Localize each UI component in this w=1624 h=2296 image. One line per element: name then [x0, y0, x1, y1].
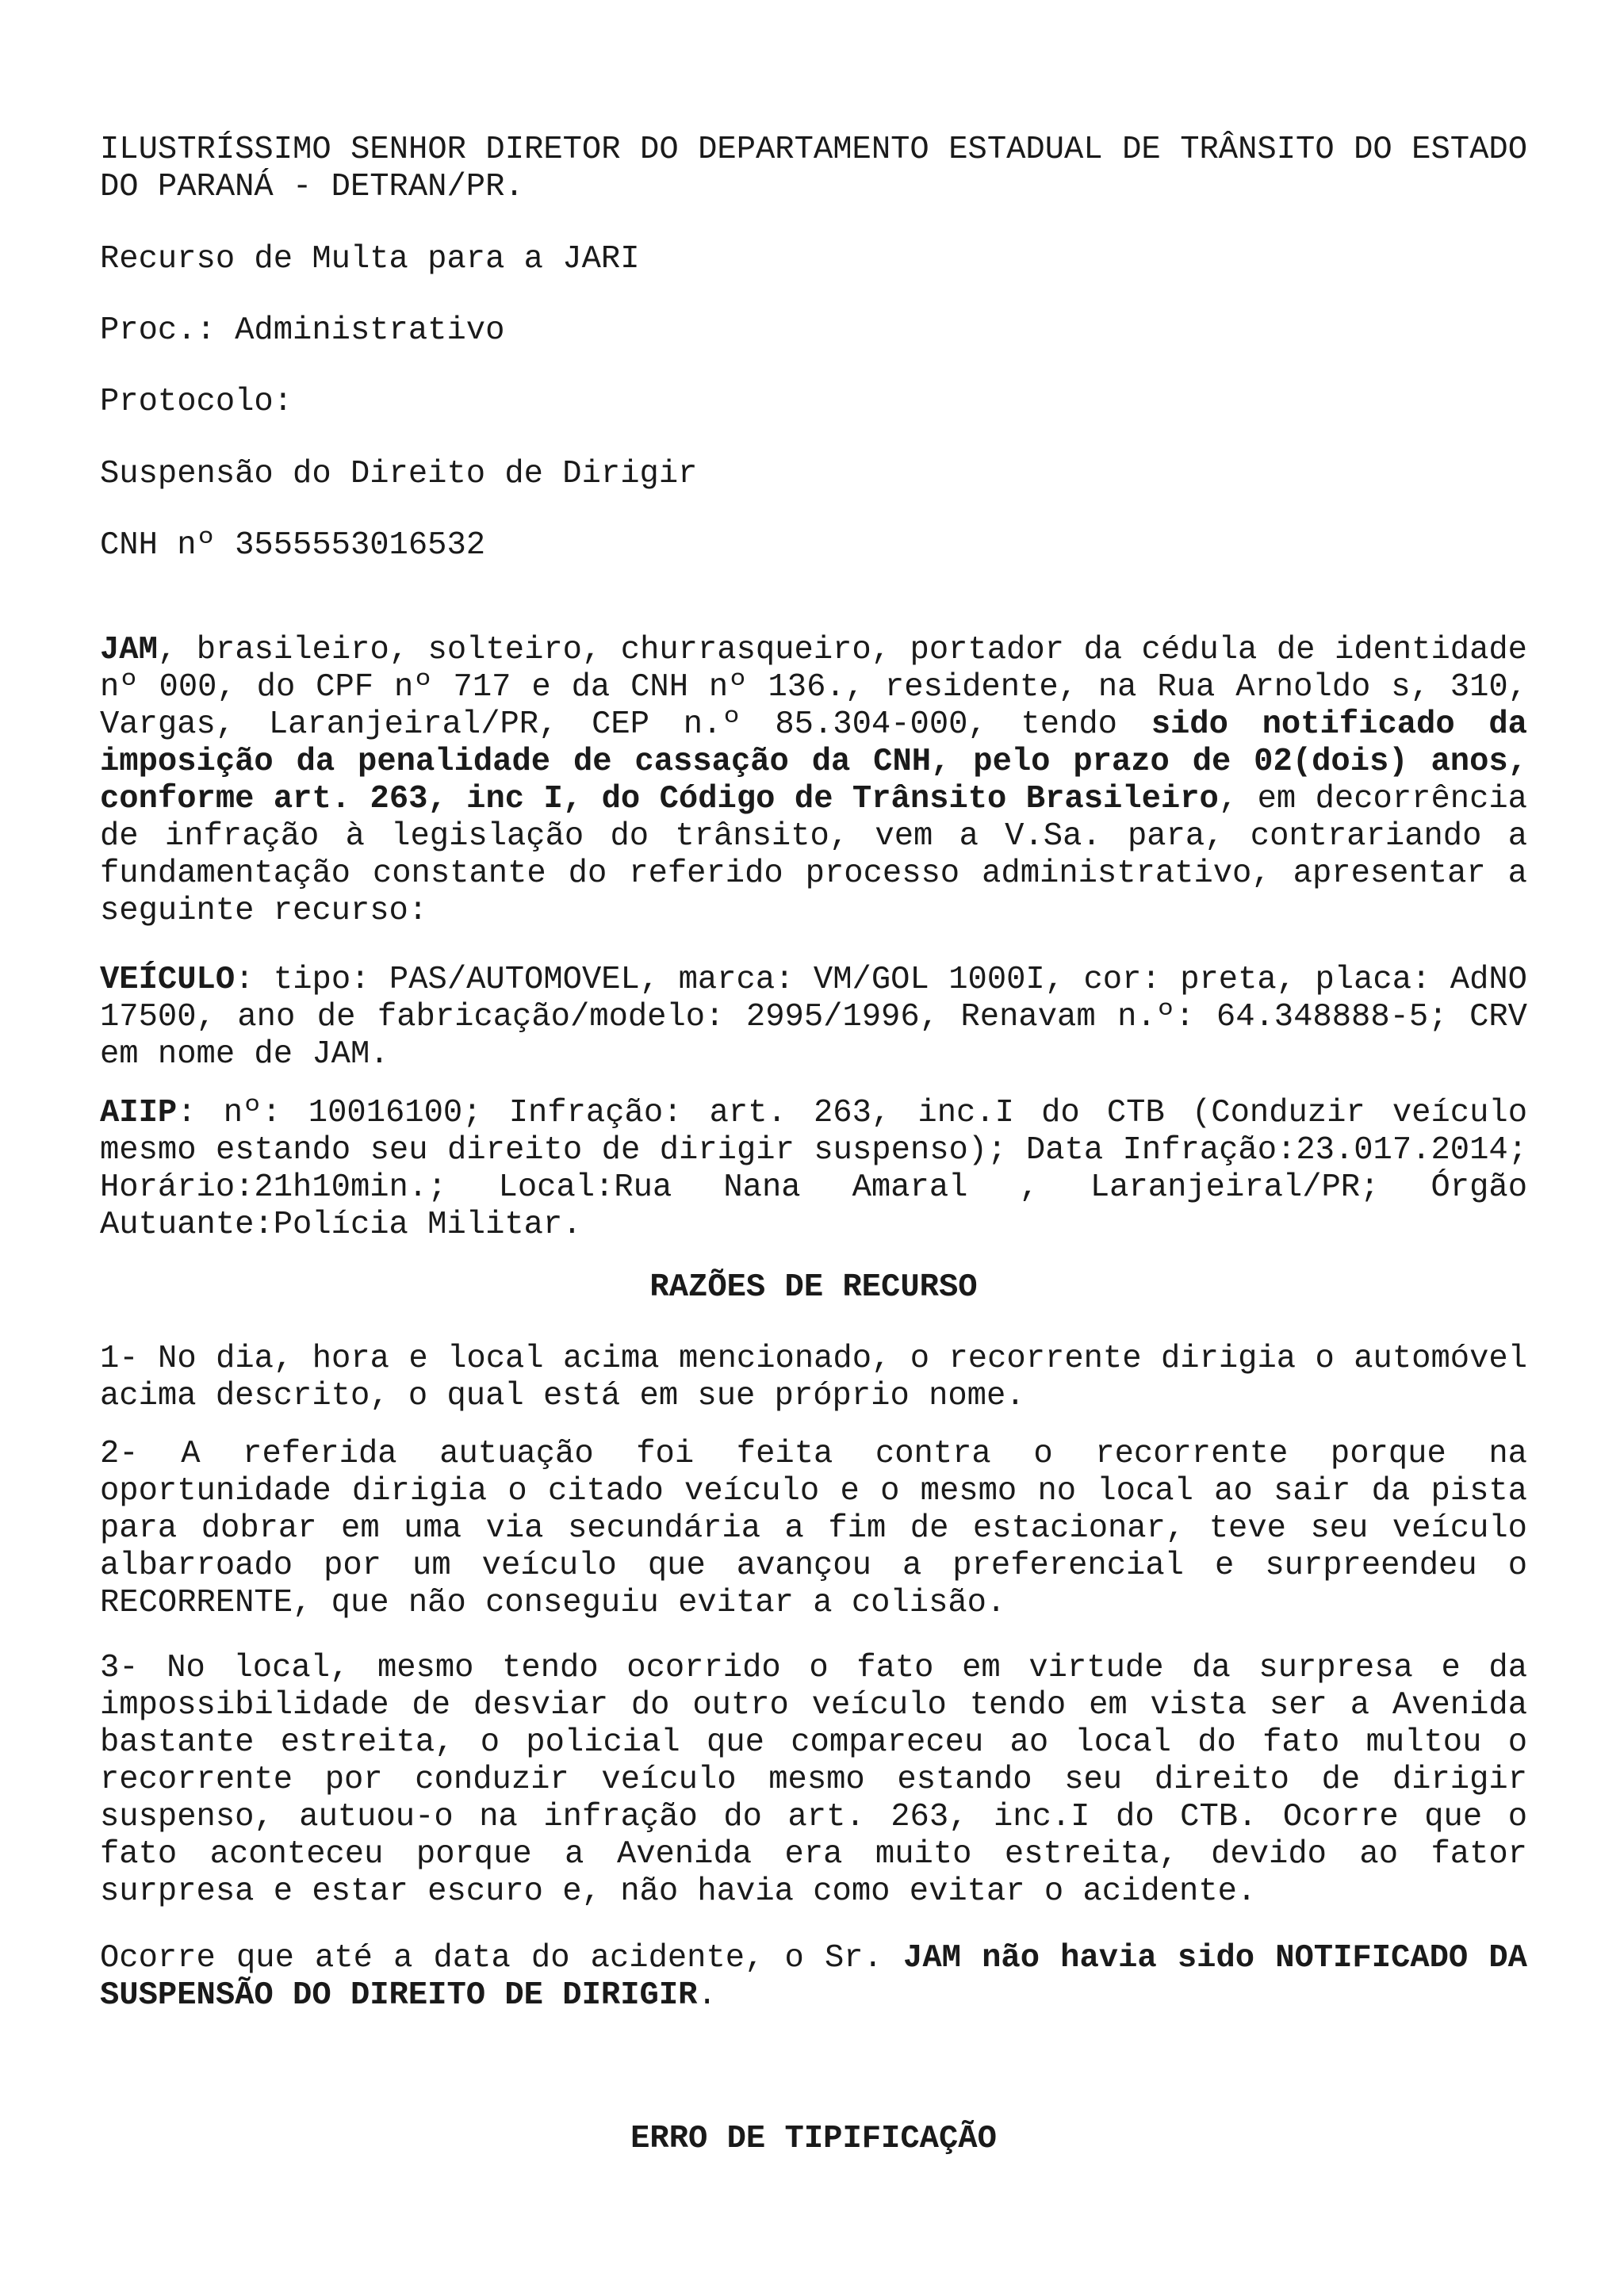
- header-line-protocol: Protocolo:: [100, 384, 293, 420]
- header-line-suspension: Suspensão do Direito de Dirigir: [100, 456, 698, 492]
- header-line-process: Proc.: Administrativo: [100, 312, 505, 349]
- appellant-name: JAM: [100, 632, 158, 668]
- closing-text: Ocorre que até a data do acidente, o Sr.: [100, 1940, 904, 1976]
- reason-paragraph-1: 1- No dia, hora e local acima mencionado, o recorrente dirigia o automóvel acima descrito, o qual está em sue próprio nome.: [100, 1341, 1527, 1414]
- intro-paragraph: [100, 632, 1527, 930]
- closing-bold-text: JAM não havia sido NOTIFICADO DA SUSPENSÃO DO DIREITO DE DIRIGIR: [100, 1940, 1527, 2014]
- header-line-appeal: Recurso de Multa para a JARI: [100, 241, 640, 277]
- vehicle-text: : tipo: PAS/AUTOMOVEL, marca: VM/GOL 1000I, cor: preta, placa: AdNO 17500, ano de fabricação/modelo: 2995/1996, Renavam n.º: 64.348888-5; CRV em nome de JAM.: [100, 962, 1527, 1073]
- aiip-paragraph: [100, 1095, 1527, 1244]
- closing-end: .: [697, 1977, 717, 2014]
- section-title-typification-text: ERRO DE TIPIFICAÇÃO: [630, 2121, 997, 2157]
- closing-paragraph: [100, 1940, 1527, 2015]
- section-title-reasons-text: RAZÕES DE RECURSO: [649, 1269, 978, 1306]
- section-title-typification-error: [100, 2121, 1527, 2158]
- intro-text-1: , brasileiro, solteiro, churrasqueiro, portador da cédula de identidade nº 000, do CPF nº 717 e da CNH nº 136., residente, na Rua Arnoldo s, 310, Vargas, Laranjeiral/PR, CEP n.º 85.304-000, tendo: [100, 632, 1527, 743]
- reason-paragraph-2: 2- A referida autuação foi feita contra o recorrente porque na oportunidade dirigia o citado veículo e o mesmo no local ao sair da pista para dobrar em uma via secundária a fim de estacionar, teve seu veículo albarroado por um veículo que avançou a preferencial e surpreendeu o RECORRENTE, que não conseguiu evitar a colisão.: [100, 1436, 1527, 1621]
- header-line-cnh: CNH nº 3555553016532: [100, 527, 486, 564]
- intro-text-2: , em decorrência de infração à legislação do trânsito, vem a V.Sa. para, contrariando a fundamentação constante do referido processo administrativo, apresentar a seguinte recurso:: [100, 781, 1527, 929]
- reason-paragraph-3: 3- No local, mesmo tendo ocorrido o fato em virtude da surpresa e da impossibilidade de desviar do outro veículo tendo em vista ser a Avenida bastante estreita, o policial que compareceu ao local do fato multou o recorrente por conduzir veículo mesmo estando seu direito de dirigir suspenso, autuou-o na infração do art. 263, inc.I do CTB. Ocorre que o fato aconteceu porque a Avenida era muito estreita, devido ao fator surpresa e estar escuro e, não havia como evitar o acidente.: [100, 1650, 1527, 1910]
- addressee: ILUSTRÍSSIMO SENHOR DIRETOR DO DEPARTAMENTO ESTADUAL DE TRÂNSITO DO ESTADO DO PARANÁ - DETRAN/PR.: [100, 132, 1527, 205]
- vehicle-paragraph: [100, 962, 1527, 1073]
- section-title-reasons: [100, 1269, 1527, 1307]
- aiip-text: : nº: 10016100; Infração: art. 263, inc.I do CTB (Conduzir veículo mesmo estando seu direito de dirigir suspenso); Data Infração:23.017.2014; Horário:21h10min.; Local:Rua Nana Amaral , Laranjeiral/PR; Órgão Autuante:Polícia Militar.: [100, 1095, 1527, 1243]
- aiip-label: AIIP: [100, 1095, 178, 1131]
- intro-bold-text: sido notificado da imposição da penalidade de cassação da CNH, pelo prazo de 02(dois) anos, conforme art. 263, inc I, do Código de Trânsito Brasileiro: [100, 706, 1527, 817]
- vehicle-label: VEÍCULO: [100, 962, 236, 998]
